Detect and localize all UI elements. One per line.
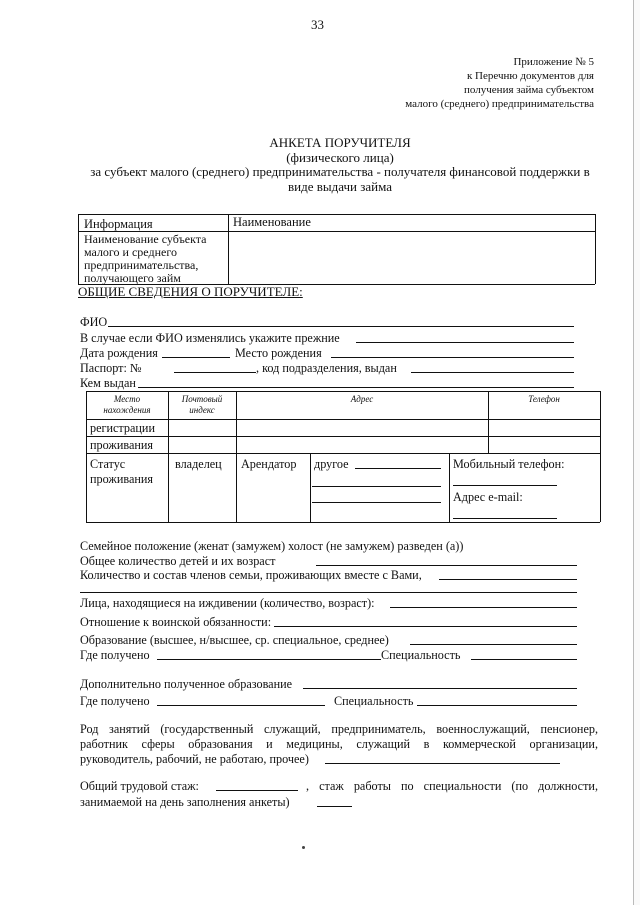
addr-header-address: Адрес — [350, 394, 374, 404]
issued-by-label: Кем выдан — [80, 376, 136, 390]
total-experience-label: Общий трудовой стаж: — [80, 779, 199, 793]
occupation-line-1: Род занятий (государственный служащий, предприниматель, военнослужащий, пенсионер, — [80, 722, 598, 736]
add-edu-where-field[interactable] — [157, 705, 325, 706]
page-edge — [633, 0, 640, 905]
birth-date-field[interactable] — [162, 357, 230, 358]
issued-by-field[interactable] — [138, 387, 574, 388]
passport-label: Паспорт: № — [80, 361, 142, 375]
family-members-field-2[interactable] — [80, 592, 577, 593]
family-members-label: Количество и состав членов семьи, проживающих вместе с Вами, — [80, 568, 422, 582]
birth-date-label: Дата рождения — [80, 346, 158, 360]
occupation-line-2: работник сферы образования и медицины, служащий в коммерческой организации, — [80, 737, 598, 751]
fio-field[interactable] — [108, 326, 574, 327]
military-label: Отношение к воинской обязанности: — [80, 615, 272, 629]
children-field[interactable] — [316, 565, 577, 566]
addr-header-place: Место нахождения — [103, 394, 151, 415]
mobile-phone-field[interactable] — [453, 485, 557, 486]
add-edu-specialty-field[interactable] — [417, 705, 577, 706]
education-label: Образование (высшее, н/высшее, ср. специальное, среднее) — [80, 633, 389, 647]
email-label: Адрес e-mail: — [453, 490, 523, 504]
mobile-phone-label: Мобильный телефон: — [453, 457, 565, 471]
edu-where-label: Где получено — [80, 648, 150, 662]
status-other-field[interactable] — [355, 468, 441, 469]
appendix-block — [405, 55, 594, 111]
status-tenant[interactable]: Арендатор — [241, 457, 297, 471]
edu-specialty-field[interactable] — [471, 659, 577, 660]
appendix-line-1: Приложение № 5 — [513, 56, 594, 68]
specialty-experience-field[interactable] — [317, 806, 352, 807]
page-number: 33 — [311, 17, 324, 32]
edu-where-field[interactable] — [157, 659, 381, 660]
info-col-header-1: Информация — [84, 217, 153, 231]
status-owner[interactable]: владелец — [175, 457, 222, 471]
total-experience-field[interactable] — [216, 790, 298, 791]
appendix-line-3: получения займа субъектом — [464, 84, 594, 96]
passport-number-field[interactable] — [174, 372, 256, 373]
occupation-line-3: руководитель, рабочий, не работаю, прочее) — [80, 752, 309, 766]
division-code-label: , код подразделения, выдан — [256, 361, 397, 375]
addr-row-registration: регистрации — [90, 421, 155, 435]
children-label: Общее количество детей и их возраст — [80, 554, 276, 568]
section-heading: ОБЩИЕ СВЕДЕНИЯ О ПОРУЧИТЕЛЕ: — [78, 284, 303, 299]
status-other[interactable]: другое — [314, 457, 349, 471]
fio-changed-field[interactable] — [356, 342, 574, 343]
military-field[interactable] — [274, 626, 577, 627]
additional-education-label: Дополнительно полученное образование — [80, 677, 293, 691]
occupation-field[interactable] — [325, 763, 560, 764]
info-name-field[interactable] — [229, 232, 594, 283]
status-other-field-2[interactable] — [312, 486, 441, 487]
addr-header-postal: Почтовый индекс — [181, 394, 223, 415]
dependents-label: Лица, находящиеся на иждивении (количество, возраст): — [80, 596, 375, 610]
status-label: Статус проживания — [90, 457, 154, 486]
title-line-1: АНКЕТА ПОРУЧИТЕЛЯ — [269, 135, 411, 150]
family-members-field[interactable] — [439, 579, 577, 580]
info-row-label: Наименование субъекта малого и среднего предпринимательства, получающего займ — [84, 232, 207, 285]
birth-place-label: Место рождения — [235, 346, 322, 360]
specialty-experience-line-2: занимаемой на день заполнения анкеты) — [80, 795, 290, 809]
addr-row-residence: проживания — [90, 438, 154, 452]
title-line-2: (физического лица) — [286, 149, 394, 165]
status-other-field-3[interactable] — [312, 502, 441, 503]
info-col-header-2: Наименование — [233, 215, 311, 229]
additional-education-field[interactable] — [303, 688, 577, 689]
edu-specialty-label: Специальность — [381, 648, 461, 662]
marital-status: Семейное положение (женат (замужем) холост (не замужем) разведен (а)) — [80, 539, 464, 553]
add-edu-where-label: Где получено — [80, 694, 150, 708]
fio-label: ФИО — [80, 315, 108, 329]
appendix-line-2: к Перечню документов для — [466, 70, 594, 82]
dependents-field[interactable] — [390, 607, 577, 608]
scan-dot — [302, 846, 305, 849]
title-line-3: за субъект малого (среднего) предпринимательства - получателя финансовой поддержки в — [90, 164, 590, 179]
document-title — [60, 136, 620, 194]
appendix-line-4: малого (среднего) предпринимательства — [405, 98, 594, 110]
fio-changed-label: В случае если ФИО изменялись укажите прежние — [80, 331, 340, 345]
specialty-experience-label: , стаж работы по специальности (по должности, — [306, 779, 598, 793]
education-field[interactable] — [410, 644, 577, 645]
title-line-4: виде выдачи займа — [288, 178, 392, 194]
add-edu-specialty-label: Специальность — [334, 694, 414, 708]
birth-place-field[interactable] — [331, 357, 574, 358]
division-code-field[interactable] — [411, 372, 574, 373]
addr-header-phone: Телефон — [528, 394, 560, 404]
email-field[interactable] — [453, 518, 557, 519]
